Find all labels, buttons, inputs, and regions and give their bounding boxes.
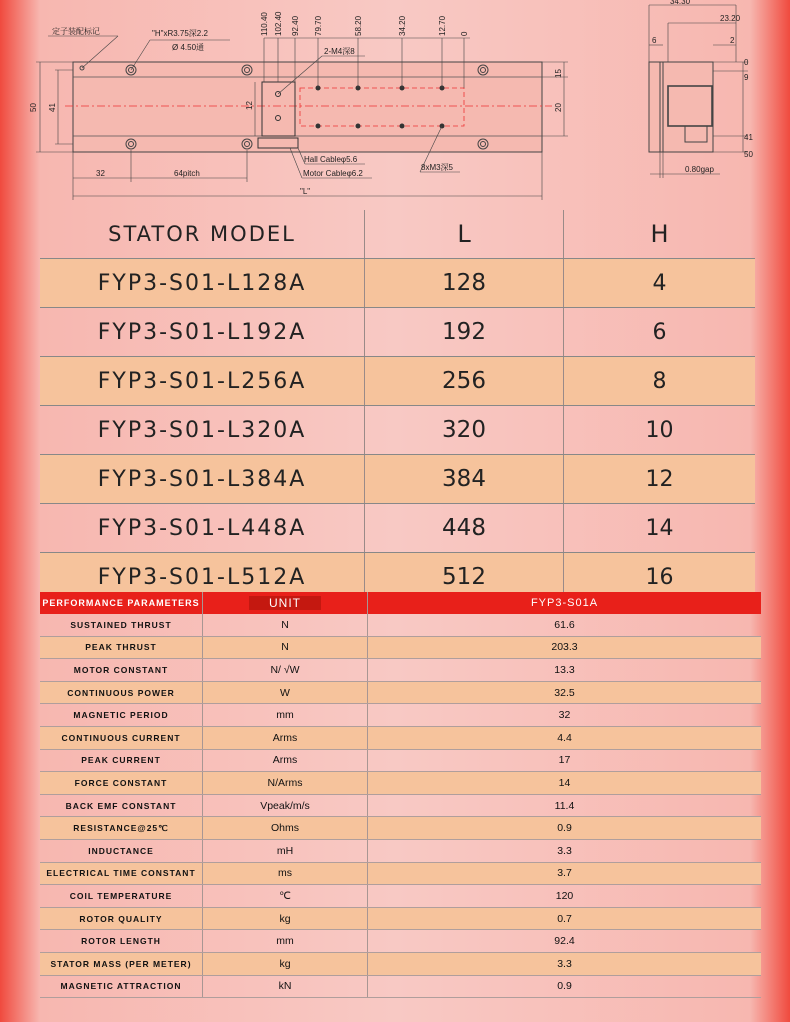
dim-pitch: 64pitch bbox=[174, 169, 200, 178]
param-cell: STATOR MASS (PER METER) bbox=[40, 952, 203, 975]
param-cell: CONTINUOUS POWER bbox=[40, 681, 203, 704]
param-cell: FORCE CONSTANT bbox=[40, 772, 203, 795]
unit-cell: mm bbox=[203, 930, 368, 953]
model-cell: FYP3-S01-L384A bbox=[40, 455, 365, 504]
table-row bbox=[40, 907, 761, 930]
param-cell: MAGNETIC ATTRACTION bbox=[40, 975, 203, 998]
table-row bbox=[40, 794, 761, 817]
value-cell: 0.9 bbox=[368, 817, 762, 840]
length-cell: 256 bbox=[365, 357, 564, 406]
unit-cell: N/ √W bbox=[203, 659, 368, 682]
hall-cable-label: Hall Cableφ5.6 bbox=[304, 155, 358, 164]
length-cell: 384 bbox=[365, 455, 564, 504]
h-cell: 6 bbox=[564, 308, 756, 357]
table-row bbox=[40, 839, 761, 862]
header-unit bbox=[203, 592, 368, 614]
value-cell: 14 bbox=[368, 772, 762, 795]
h-cell: 16 bbox=[564, 553, 756, 602]
value-cell: 0.7 bbox=[368, 907, 762, 930]
dim-L: "L" bbox=[300, 187, 311, 196]
hole-spec-2: Ø 4.50通 bbox=[172, 43, 205, 52]
param-cell: INDUCTANCE bbox=[40, 839, 203, 862]
model-cell: FYP3-S01-L512A bbox=[40, 553, 365, 602]
unit-cell: mH bbox=[203, 839, 368, 862]
table-row bbox=[40, 930, 761, 953]
right-dims bbox=[542, 62, 568, 136]
table-row bbox=[40, 455, 755, 504]
dim-50: 50 bbox=[29, 103, 38, 112]
param-cell: MOTOR CONSTANT bbox=[40, 659, 203, 682]
param-cell: MAGNETIC PERIOD bbox=[40, 704, 203, 727]
dim-34: 34.20 bbox=[398, 15, 407, 36]
hole-spec-1: "H"xR3.75深2.2 bbox=[152, 29, 208, 38]
tap-spec-1: 2-M4深8 bbox=[324, 47, 355, 56]
table-row bbox=[40, 406, 755, 455]
unit-cell: mm bbox=[203, 704, 368, 727]
table-row bbox=[40, 704, 761, 727]
h-cell: 10 bbox=[564, 406, 756, 455]
param-cell: ELECTRICAL TIME CONSTANT bbox=[40, 862, 203, 885]
value-cell: 3.3 bbox=[368, 952, 762, 975]
dim-41: 41 bbox=[48, 103, 57, 112]
param-cell: BACK EMF CONSTANT bbox=[40, 794, 203, 817]
dim-12-left: 12 bbox=[245, 101, 254, 110]
param-cell: PEAK THRUST bbox=[40, 636, 203, 659]
value-cell: 203.3 bbox=[368, 636, 762, 659]
side-dim-34: 34.30 bbox=[670, 0, 691, 6]
side-dim-9: 9 bbox=[744, 73, 749, 82]
header-stator-model: STATOR MODEL bbox=[40, 210, 365, 259]
unit-cell: ℃ bbox=[203, 885, 368, 908]
stator-table-header bbox=[40, 210, 755, 259]
unit-cell: kN bbox=[203, 975, 368, 998]
dim-92: 92.40 bbox=[291, 15, 300, 36]
value-cell: 3.3 bbox=[368, 839, 762, 862]
unit-cell: ms bbox=[203, 862, 368, 885]
side-view bbox=[649, 62, 713, 152]
header-unit-label: UNIT bbox=[249, 596, 321, 610]
value-cell: 120 bbox=[368, 885, 762, 908]
value-cell: 61.6 bbox=[368, 614, 762, 636]
param-cell: SUSTAINED THRUST bbox=[40, 614, 203, 636]
dim-79: 79.70 bbox=[314, 15, 323, 36]
table-row bbox=[40, 975, 761, 998]
value-cell: 0.9 bbox=[368, 975, 762, 998]
performance-table bbox=[40, 592, 761, 998]
dim-15: 15 bbox=[554, 69, 563, 78]
header-L: L bbox=[365, 210, 564, 259]
unit-cell: kg bbox=[203, 907, 368, 930]
table-row bbox=[40, 772, 761, 795]
value-cell: 11.4 bbox=[368, 794, 762, 817]
model-cell: FYP3-S01-L320A bbox=[40, 406, 365, 455]
table-row bbox=[40, 681, 761, 704]
length-cell: 448 bbox=[365, 504, 564, 553]
table-row bbox=[40, 614, 761, 636]
param-cell: RESISTANCE@25℃ bbox=[40, 817, 203, 840]
table-row bbox=[40, 726, 761, 749]
side-dim-6: 6 bbox=[652, 36, 657, 45]
value-cell: 92.4 bbox=[368, 930, 762, 953]
length-cell: 320 bbox=[365, 406, 564, 455]
table-row bbox=[40, 659, 761, 682]
dim-110: 110.40 bbox=[260, 12, 269, 36]
model-cell: FYP3-S01-L256A bbox=[40, 357, 365, 406]
dim-12: 12.70 bbox=[438, 15, 447, 36]
unit-cell: Ohms bbox=[203, 817, 368, 840]
model-cell: FYP3-S01-L128A bbox=[40, 259, 365, 308]
unit-cell: Vpeak/m/s bbox=[203, 794, 368, 817]
length-cell: 512 bbox=[365, 553, 564, 602]
marker-note: 定子装配标记 bbox=[52, 27, 100, 36]
unit-cell: kg bbox=[203, 952, 368, 975]
unit-cell: N/Arms bbox=[203, 772, 368, 795]
header-parameters: PERFORMANCE PARAMETERS bbox=[40, 592, 203, 614]
value-cell: 32 bbox=[368, 704, 762, 727]
h-cell: 4 bbox=[564, 259, 756, 308]
table-row bbox=[40, 504, 755, 553]
param-cell: ROTOR QUALITY bbox=[40, 907, 203, 930]
value-cell: 13.3 bbox=[368, 659, 762, 682]
side-dim-50: 50 bbox=[744, 150, 753, 159]
table-row bbox=[40, 308, 755, 357]
unit-cell: N bbox=[203, 636, 368, 659]
table-row bbox=[40, 952, 761, 975]
performance-table-header bbox=[40, 592, 761, 614]
h-cell: 8 bbox=[564, 357, 756, 406]
dim-0: 0 bbox=[460, 31, 469, 36]
dim-32: 32 bbox=[96, 169, 105, 178]
technical-drawing bbox=[0, 0, 790, 205]
param-cell: ROTOR LENGTH bbox=[40, 930, 203, 953]
value-cell: 17 bbox=[368, 749, 762, 772]
length-cell: 128 bbox=[365, 259, 564, 308]
value-cell: 3.7 bbox=[368, 862, 762, 885]
h-cell: 12 bbox=[564, 455, 756, 504]
param-cell: CONTINUOUS CURRENT bbox=[40, 726, 203, 749]
length-cell: 192 bbox=[365, 308, 564, 357]
value-cell: 32.5 bbox=[368, 681, 762, 704]
unit-cell: Arms bbox=[203, 726, 368, 749]
header-H: H bbox=[564, 210, 756, 259]
side-dim-2: 2 bbox=[730, 36, 735, 45]
table-row bbox=[40, 817, 761, 840]
value-cell: 4.4 bbox=[368, 726, 762, 749]
motor-cable-label: Motor Cableφ6.2 bbox=[303, 169, 363, 178]
side-dim-0: 0 bbox=[744, 58, 749, 67]
model-cell: FYP3-S01-L448A bbox=[40, 504, 365, 553]
stator-table bbox=[40, 210, 755, 602]
dim-102: 102.40 bbox=[274, 11, 283, 36]
unit-cell: W bbox=[203, 681, 368, 704]
param-cell: PEAK CURRENT bbox=[40, 749, 203, 772]
unit-cell: Arms bbox=[203, 749, 368, 772]
dim-58: 58.20 bbox=[354, 15, 363, 36]
h-cell: 14 bbox=[564, 504, 756, 553]
model-cell: FYP3-S01-L192A bbox=[40, 308, 365, 357]
side-dim-23: 23.20 bbox=[720, 14, 741, 23]
dim-20: 20 bbox=[554, 103, 563, 112]
table-row bbox=[40, 862, 761, 885]
param-cell: COIL TEMPERATURE bbox=[40, 885, 203, 908]
side-dim-41: 41 bbox=[744, 133, 753, 142]
tap-spec-2: 8xM3深5 bbox=[421, 163, 454, 172]
stator-body bbox=[73, 62, 542, 152]
side-dim-gap: 0.80gap bbox=[685, 165, 714, 174]
top-dims bbox=[260, 11, 469, 36]
table-row bbox=[40, 357, 755, 406]
table-row bbox=[40, 259, 755, 308]
table-row bbox=[40, 636, 761, 659]
table-row bbox=[40, 885, 761, 908]
unit-cell: N bbox=[203, 614, 368, 636]
table-row bbox=[40, 749, 761, 772]
header-model: FYP3-S01A bbox=[368, 592, 762, 614]
